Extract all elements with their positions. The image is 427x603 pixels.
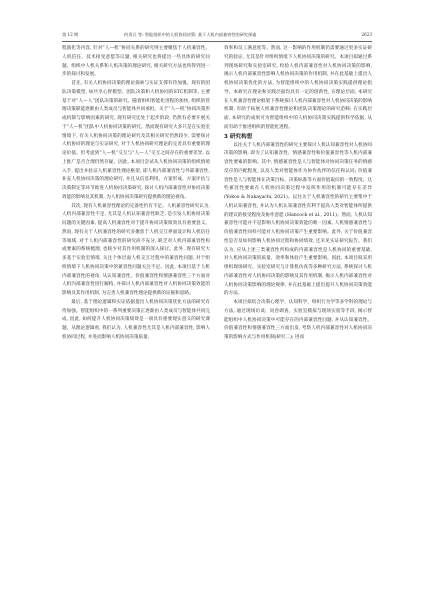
paragraph: 以往关于人机内部兼容性的研究主要探讨人机认知兼容性对人机协同决策的影响, 即为了认知兼容性、情感兼容性和价值兼容性等人机内部兼容性要素的影响。其中, 情感兼容性是人与智能体对协同决策任务的情感反应的匹配程度, 以及人类对智能体作为协作伙伴的信任和认同; 价值兼容性是人与智能体在决策目标、决策标准等方面价值取向的一致程度。这些兼容性要素在人机协同决策过程中发挥作用的机制可能存在差异 (Yokoo & Nakayachi, 2021)。以往关于人机兼容性的研究主要集中于人机认知兼容性, 并认为人机认知兼容性有利于提高人类对智能体所提供的建议的接受程度及协作意愿 (Hancock et al., 2011)。然而, 人机认知兼容性可能并不是影响人机协同决策效能的唯一因素, 人机情感兼容性与价值兼容性同样可能对人机协同决策产生重要影响。此外, 关于价值兼容性是否及如何影响人机协同过程和协同绩效, 还未见实证研究报告。我们认为, 应从上述三类兼容性所构成的内部兼容性是人机协同的重要基础, 对人机协同决策的质量、效率和体验产生重要影响。因此, 本项目拟采用组织现场研究、实验室研究与计算机仿真等多种研究方法, 系统探讨人机内部兼容性对人机协同决策的影响及其作用机制, 揭示人机内部兼容性对人机协同决策影响的理论规律, 并在此基础上提出提升人机协同决策效能的方法。 [224,142,373,297]
paragraph: 最后, 基于理论逻辑和实证依据提出人机协同决策优化方法的研究有待加强。智能组织中的一系列重要决策正逐渐由人类成员与智能体共同完成, 因此, 如何提升人机协同决策绩效是一项具有重要现实意义的研究课题。从理论逻辑看, 我们认为, 人机兼容性尤其是人机内部兼容性, 影响人机协同过程, 并进而影响人机协同决策质量、 [62,299,210,340]
right-column [224,45,372,343]
running-title: 何贵兵 等: 智能组织中的人机协同决策: 基于人机内部兼容性的研究探索 [124,32,257,37]
left-column [62,45,210,343]
page-number: 2623 [361,32,372,37]
running-header [62,31,372,41]
paragraph: 效率和员工满意度等。然而, 这一影响的作用机制仍需要通过更多实证研究的验证, 尤其是针对组织情境下人机协同决策的研究。本项目拟通过系列现场研究和实验室研究, 检验人机内部兼容性对人机协同决策的影响, 揭示人机内部兼容性影响人机协同决策的作用机制, 并在此基础上提出人机协同决策优化的方法, 为智能组织中的人机协同决策实践提供理论指导。本研究在理论和实践层面均具有一定的创新性, 在理论层面, 本研究在人机兼容性理论框架下系统探讨人机内部兼容性对人机协同决策的影响机制, 有助于拓展人机兼容性理论和团队决策理论的研究范畴; 在实践层面, 本研究的成果可为智能组织中的人机协同决策实践提供科学依据, 从而有助于推进组织的智能化进程。 [224,46,372,130]
paragraph: 本项目拟结合决策心理学、认知科学、组织行为学等多学科的理论与方法, 通过现场访谈、问卷调查、实验室模拟与现场实验等手段, 揭示智能组织中人机协同决策中可能存在的内部兼容性问题, 并从认知兼容性、价值兼容性和情感兼容性三方面出发, 考察人机内部兼容性对人机协同决策的影响方式与作用机制(研究二); 进而 [224,300,372,340]
header-rule [62,41,372,42]
issue-number: 第 12 期 [62,32,79,37]
paragraph: 程演化等内容, 针对“人—机”协同关系的研究则主要聚焦于人机兼容性。人机信任、技术接受意愿等议题, 相关研究也将提出一些具体的研究问题。组织中人机关系和人机决策的理论研究, 相关研究方法也将得到进一步的探讨和发展。 [62,46,210,78]
paragraph: 首先, 有关人机协同决策的理论探索与实证支撑有待加强。现有的团队决策模型, 如共享心智模型、团队决策和人机协同的STC机制等, 主要基于对“人—人”团队决策的研究。随着组织智能化进程的加快, 组织的管理决策职能逐渐由人类成员与智能体共同承担。关于“人—机”协同决策形成机制与影响因素的研究, 现有研究还处于起步阶段, 仍然有必要开展关于“人—机”团队中人机协同决策的研究。然而现有研究大多只是在实验室情境下, 有关人机协同决策的理论研究及其相关研究仍然较少, 需要探讨人机协同的理论与实证研究, 对于人机协同研究理论的完善具有重要的理论价值。但考虑到“人—机”交互与“人—人”交互之间存在的重要差异, 以上推广是否合理仍然存疑。因此, 本项目尝试从人机协同决策的组织情境入手, 提出并验证人机兼容性理论框架, 即人机内部兼容性与外部兼容性, 补充人机协同决策的理论研究, 并且从信息利用、方案形成、方案评估与决策制定等环节推进人机协同决策研究, 探讨人机内部兼容性对协同决策效能的影响及其机制, 为人机协同决策研究提供新的理论视角。 [62,81,210,200]
section-heading: 3 研究构想 [224,133,253,140]
paragraph: 其次, 现有人机兼容性理论的完备性仍有不足。人机兼容性研究认为, 人机内部兼容性不足, 尤其是人机认知兼容性缺乏, 是引发人机协同决策问题的关键因素, 提高人机兼容性对于提升协同决策绩效具有重要意义。然而, 现有关于人机兼容性的研究多聚焦于人机交互界面设计和人机信任等领域, 对于人机内部兼容性的研究尚不充分, 缺乏对人机内部兼容性构成要素的系统梳理, 也缺少对其作用机制的深入探讨。此外, 现有研究大多基于实验室情境, 关注个体层面人机交互过程中的兼容性问题, 对于组织情境下人机协同决策中的兼容性问题关注不足。因此, 本项目基于人机内部兼容性的视角, 从认知兼容性、价值兼容性和情感兼容性三个方面对人机内部兼容性进行解构, 并探讨人机内部兼容性对人机协同决策效能的影响及其作用机制, 为完善人机兼容性理论提供新的证据和思路。 [62,203,210,296]
